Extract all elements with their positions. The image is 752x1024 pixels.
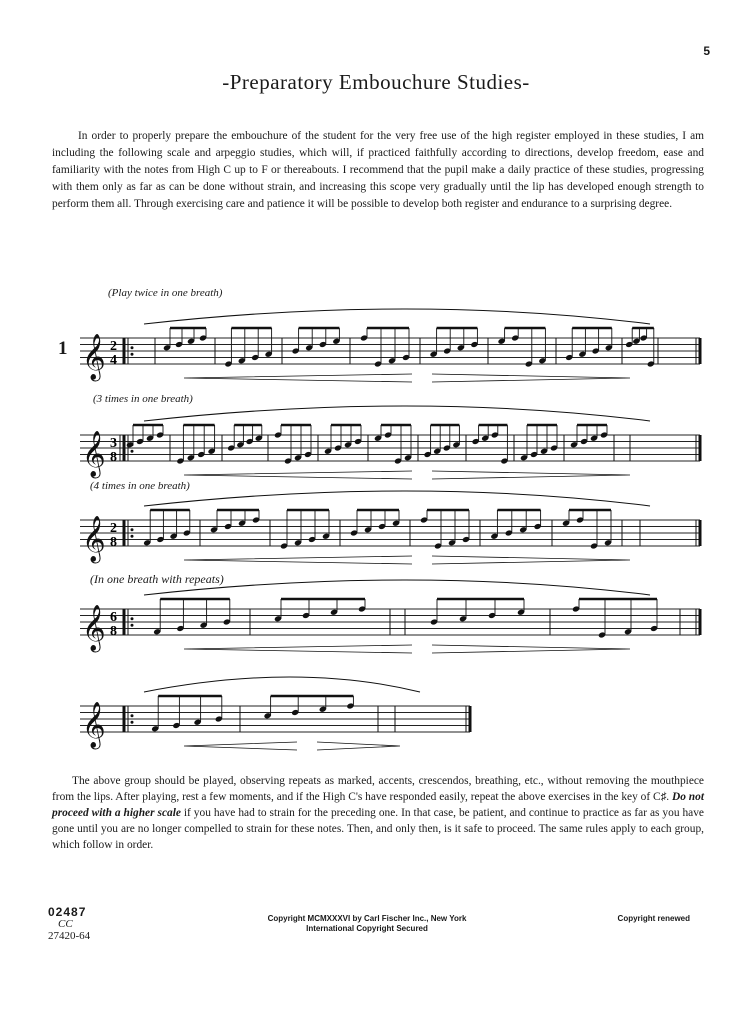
plate-number: 02487 (48, 905, 87, 919)
catalog-number: 27420-64 (48, 930, 91, 942)
copyright-notice (222, 914, 512, 934)
copyright-renewed: Copyright renewed (617, 914, 690, 923)
caption-line-4: (In one breath with repeats) (90, 572, 224, 586)
staff-line-3 (0, 490, 752, 580)
time-signature-bottom: 8 (110, 624, 117, 639)
outro-text-after: if you have had to strain for the preceding one. In that case, be patient, and continue to practice as far as you have gone until you are no longer compelled to strain for these notes. Then, and only then, is it safe to proceed. The same rules apply to each group, which follow in order. (52, 807, 704, 851)
treble-clef-icon: 𝄞 (82, 334, 106, 380)
copyright-line-1: Copyright MCMXXXVI by Carl Fischer Inc., New York (267, 914, 467, 923)
time-signature-top: 3 (110, 436, 117, 451)
page-title: -Preparatory Embouchure Studies- (222, 70, 530, 94)
outro-emphasis: Do not proceed with a higher scale (52, 791, 704, 819)
time-signature-bottom: 8 (110, 450, 117, 465)
outro-text-before: The above group should be played, observing repeats as marked, accents, crescendos, breathing, etc., without removing the mouthpiece from the lips. After playing, rest a few moments, and if the High C's have responded easily, repeat the above exercises in the key of C♯. (52, 775, 704, 803)
staff-line-4 (0, 583, 752, 663)
plate-code: CC (58, 918, 73, 930)
time-signature-top: 2 (110, 339, 117, 354)
outro-paragraph (52, 773, 704, 853)
staff-line-2 (0, 405, 752, 490)
exercise-number: 1 (58, 338, 68, 359)
time-signature-top: 6 (110, 610, 117, 625)
copyright-line-2: International Copyright Secured (306, 924, 428, 933)
caption-line-2: (3 times in one breath) (93, 393, 193, 405)
staff-line-1 (0, 300, 752, 400)
treble-clef-icon: 𝄞 (82, 431, 106, 477)
intro-paragraph: In order to properly prepare the embouchure of the student for the very free use of the high register employed in these studies, I am including the following scale and arpeggio studies, which will, if practiced faithfully according to directions, develop freedom, ease and familiarity with the notes from High C up to F or thereabouts. I recommend that the pupil make a daily practice of these studies, progressing with them only as far as can be done without strain, and increasing this scope very gradually until the lip has developed enough strength to perform them all. Through exercising care and patience it will be possible to develop both register and endurance to a surprising degree. (52, 130, 704, 210)
staff-line-5 (0, 680, 752, 760)
time-signature-bottom: 4 (110, 353, 117, 368)
treble-clef-icon: 𝄞 (82, 605, 106, 651)
page-number: 5 (703, 44, 710, 58)
time-signature-bottom: 8 (110, 535, 117, 550)
plate-info (48, 906, 90, 942)
time-signature-top: 2 (110, 521, 117, 536)
treble-clef-icon: 𝄞 (82, 702, 106, 748)
caption-line-3: (4 times in one breath) (90, 480, 190, 492)
caption-line-1: (Play twice in one breath) (108, 287, 223, 299)
treble-clef-icon: 𝄞 (82, 516, 106, 562)
